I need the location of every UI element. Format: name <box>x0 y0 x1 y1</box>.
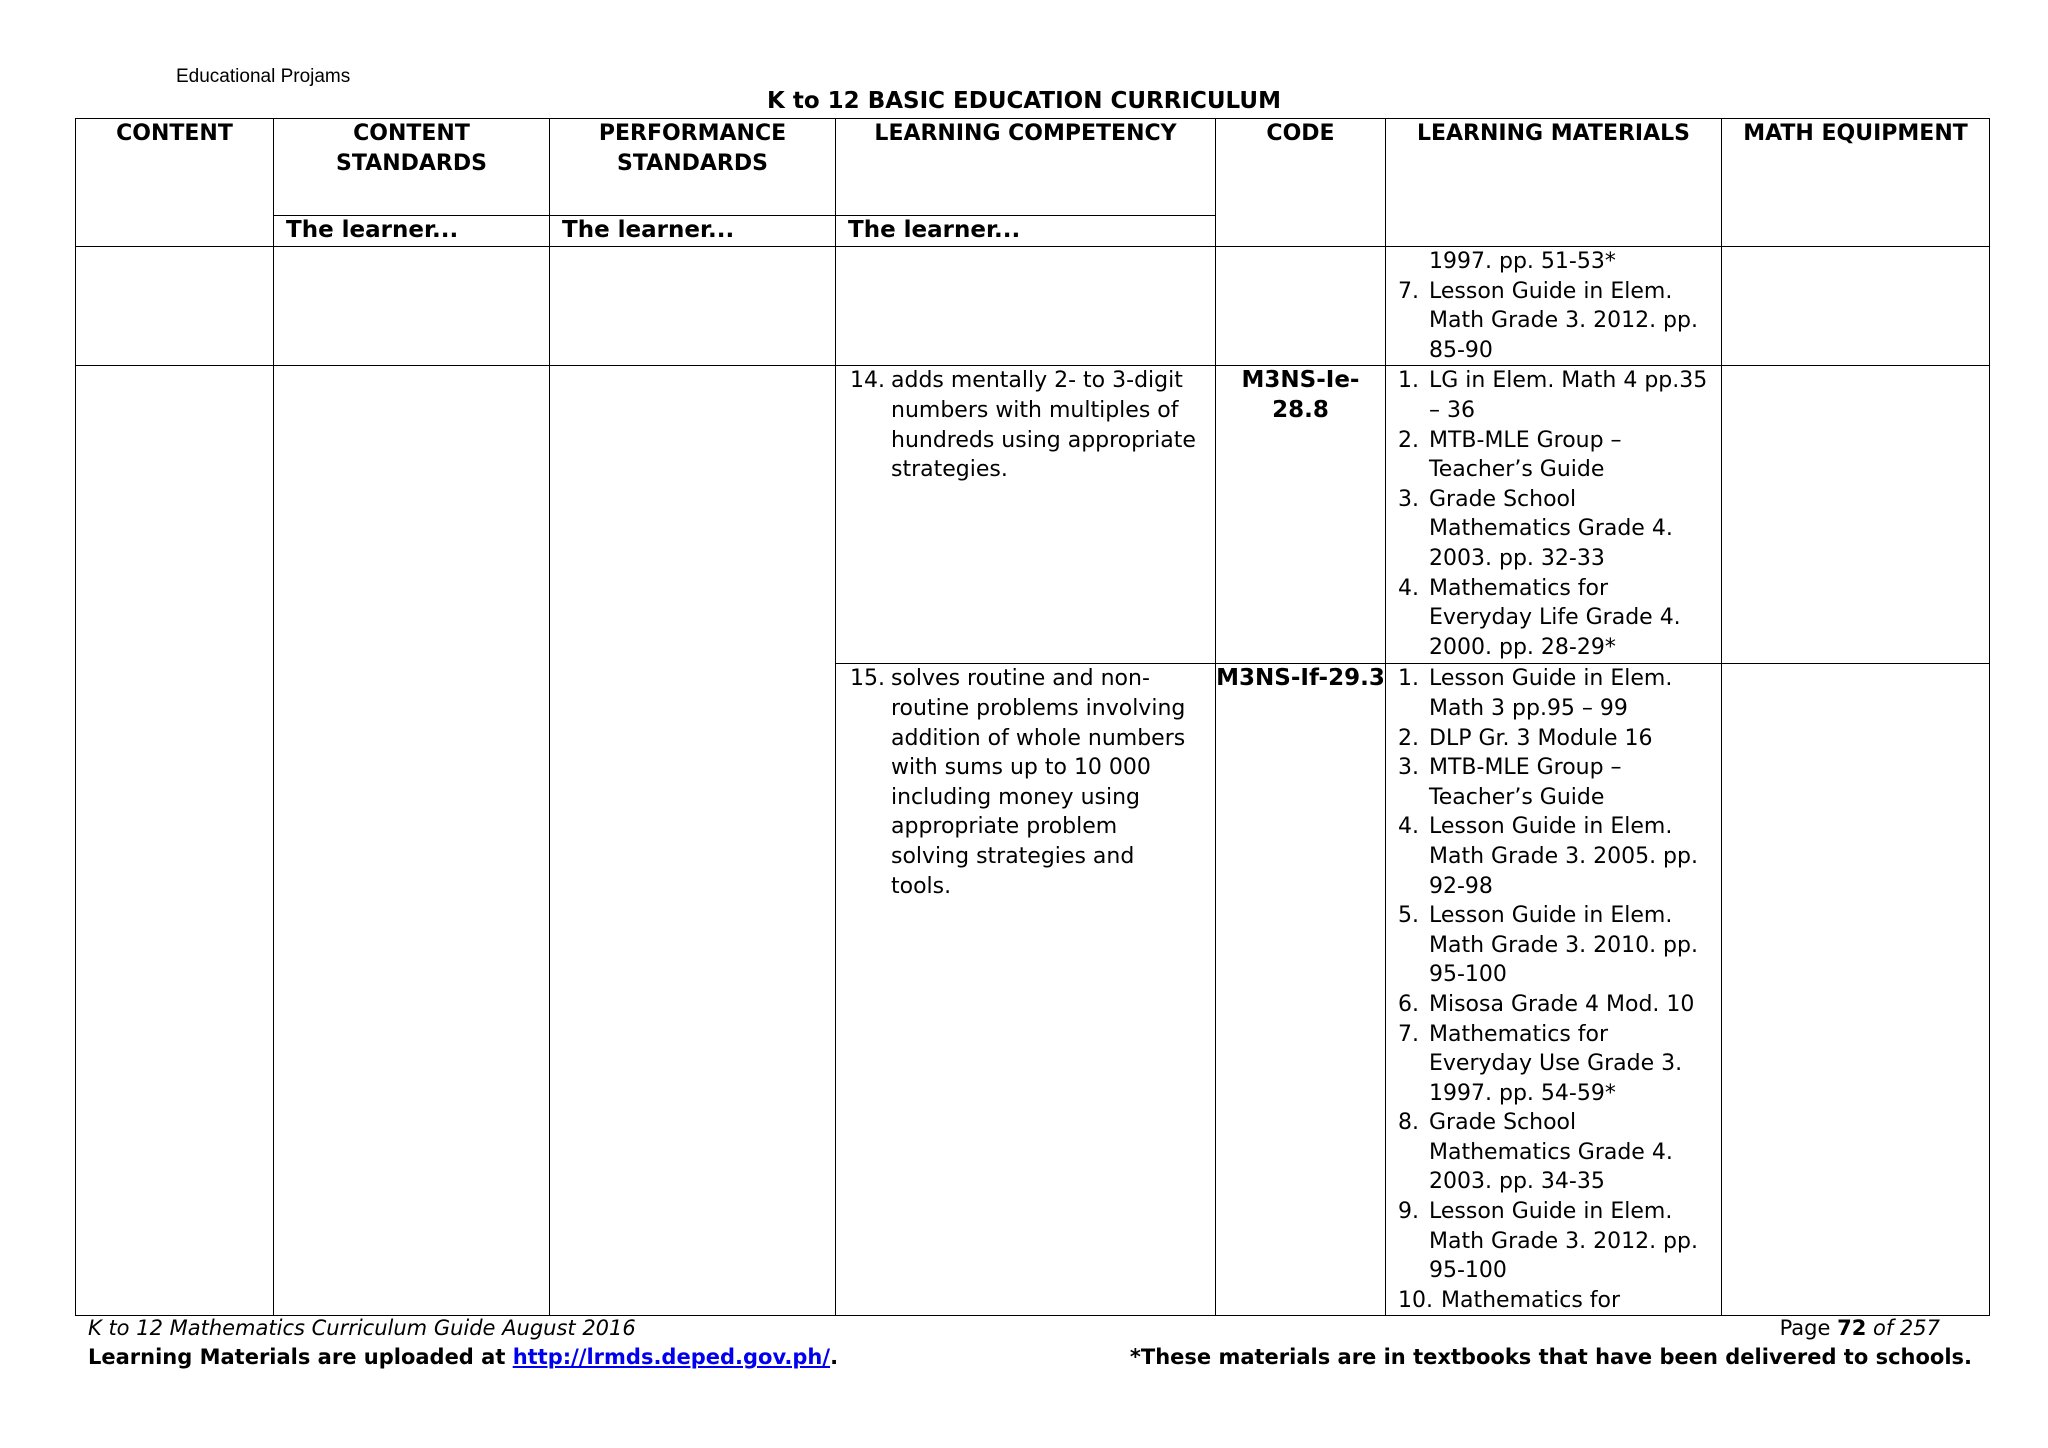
code-cell: M3NS-If-29.3 <box>1216 664 1386 1316</box>
list-item: 8. Grade School Mathematics Grade 4. 2003. pp. 34-35 <box>1398 1110 1673 1195</box>
header-content: CONTENT <box>76 119 274 247</box>
list-item: 7. Mathematics for Everyday Use Grade 3. 1997. pp. 54-59* <box>1398 1021 1683 1106</box>
code-cell: M3NS-Ie-28.8 <box>1216 366 1386 664</box>
footer-textbook-note: *These materials are in textbooks that have been delivered to schools. <box>1129 1345 1972 1369</box>
competency-item: 15. solves routine and non-routine problems involving addition of whole numbers with sums up to 10 000 including money using appropriate problem solving strategies and tools. <box>850 666 1186 899</box>
list-item: 4. Lesson Guide in Elem. Math Grade 3. 2005. pp. 92-98 <box>1398 814 1698 899</box>
content-cell <box>76 247 274 366</box>
list-item: 3. Grade School Mathematics Grade 4. 2003. pp. 32-33 <box>1398 486 1673 571</box>
learning-competency-cell <box>836 664 1216 1316</box>
list-item: 9. Lesson Guide in Elem. Math Grade 3. 2012. pp. 95-100 <box>1398 1199 1698 1284</box>
math-equipment-cell <box>1722 247 1990 366</box>
list-item: 1. LG in Elem. Math 4 pp.35 – 36 <box>1398 368 1708 423</box>
learning-competency-cell <box>836 366 1216 664</box>
curriculum-table <box>75 118 1990 1316</box>
footer-guide-title: K to 12 Mathematics Curriculum Guide August 2016 <box>88 1316 636 1340</box>
table-row <box>76 247 1990 366</box>
learning-materials-cell <box>1386 366 1722 664</box>
content-cell <box>76 366 274 1316</box>
list-item: 1. Lesson Guide in Elem. Math 3 pp.95 – 99 <box>1398 666 1673 721</box>
header-learning-competency: LEARNING COMPETENCY <box>836 119 1216 216</box>
header-learning-materials: LEARNING MATERIALS <box>1386 119 1722 247</box>
learner-label: The learner... <box>836 216 1216 247</box>
content-standards-cell <box>274 366 550 1316</box>
header-content-standards: CONTENT STANDARDS <box>274 119 550 216</box>
math-equipment-cell <box>1722 664 1990 1316</box>
code-cell <box>1216 247 1386 366</box>
table-row <box>76 366 1990 664</box>
materials-list <box>1386 366 1721 662</box>
document-title: K to 12 BASIC EDUCATION CURRICULUM <box>767 88 1281 114</box>
list-item: 6. Misosa Grade 4 Mod. 10 <box>1398 991 1695 1017</box>
content-standards-cell <box>274 247 550 366</box>
header-math-equipment: MATH EQUIPMENT <box>1722 119 1990 247</box>
watermark-text: Educational Projams <box>176 66 351 87</box>
learner-label: The learner... <box>550 216 836 247</box>
list-item: 10. Mathematics for <box>1398 1287 1621 1313</box>
list-item: 5. Lesson Guide in Elem. Math Grade 3. 2010. pp. 95-100 <box>1398 903 1698 988</box>
math-equipment-cell <box>1722 366 1990 664</box>
header-performance-standards: PERFORMANCE STANDARDS <box>550 119 836 216</box>
learning-materials-cell <box>1386 664 1722 1316</box>
list-item: 2. MTB-MLE Group – Teacher’s Guide <box>1398 427 1622 483</box>
list-item: 4. Mathematics for Everyday Life Grade 4. 2000. pp. 28-29* <box>1398 575 1681 660</box>
learner-label: The learner... <box>274 216 550 247</box>
list-item: 3. MTB-MLE Group – Teacher’s Guide <box>1398 755 1622 810</box>
performance-standards-cell <box>550 247 836 366</box>
materials-list <box>1386 247 1721 365</box>
footer-upload-note: Learning Materials are uploaded at http://lrmds.deped.gov.ph/. <box>88 1345 839 1369</box>
list-item: 1997. pp. 51-53* <box>1429 249 1616 274</box>
materials-list <box>1386 664 1721 1315</box>
competency-item: 14. adds mentally 2- to 3-digit numbers with multiples of hundreds using appropriate strategies. <box>850 368 1196 483</box>
page-number: Page 72 of 257 <box>1779 1316 1940 1340</box>
performance-standards-cell <box>550 366 836 1316</box>
header-code: CODE <box>1216 119 1386 247</box>
list-item: 7. Lesson Guide in Elem. Math Grade 3. 2012. pp. 85-90 <box>1398 278 1698 363</box>
lrmds-link[interactable]: http://lrmds.deped.gov.ph/ <box>512 1345 831 1369</box>
list-item: 2. DLP Gr. 3 Module 16 <box>1398 725 1653 751</box>
learning-competency-cell <box>836 247 1216 366</box>
learning-materials-cell <box>1386 247 1722 366</box>
